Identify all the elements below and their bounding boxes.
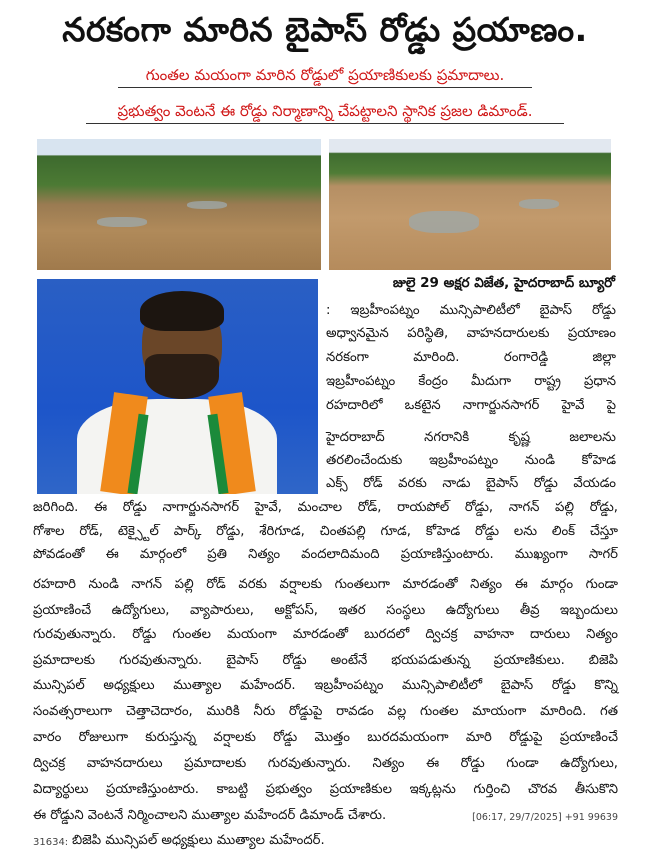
phone-number-tail: 31634: (33, 837, 69, 848)
puddle (409, 211, 479, 233)
subheading-2: ప్రభుత్వం వెంటనే ఈ రోడ్డు నిర్మాణాన్ని చేపట్టాలని స్థానిక ప్రజల డిమాండ్. (117, 102, 533, 120)
puddle (519, 199, 559, 209)
portrait-photo (37, 279, 318, 494)
body-line: ఎక్స్ రోడ్ వరకు నాడు బైపాస్ రోడ్డు వేయడం (326, 476, 616, 491)
body-line: ఇబ్రహీంపట్నం కేంద్రం మీదుగా రాష్ట్ర ప్రధాన (326, 374, 616, 389)
body-line: హైదరాబాద్ నగరానికి కృష్ణ జలాలను (326, 430, 616, 445)
body-line: విద్యార్థులు ప్రయాణిస్తుంటారు. కాబట్టి ప్రభుత్వం ప్రయాణికుల ఇక్కట్లను గుర్తించి చొరవ తీసుకొని (33, 782, 618, 797)
body-line: తరలించేందుకు ఇబ్రహీంపట్నం నుండి కోహెడ (326, 453, 616, 468)
body-line: సంవత్సరాలుగా చెత్తాచెదారం, మురికి నీరు రోడ్డుపై రావడం వల్ల గుంతల మాయంగా మారింది. గత (33, 704, 618, 719)
body-line: రహదారిలో ఒకటైన నాగార్జునసాగర్ హైవే పై (326, 398, 616, 413)
body-line: గోశాల రోడ్, టెక్స్టైల్ పార్క్ రోడ్డు, శేరిగూడ, చింతపల్లి గూడ, కోహెడ రోడ్డు లను లింక్ చేస్తూ (33, 524, 618, 539)
body-line: : ఇబ్రహీంపట్నం మున్సిపాలిటీలో బైపాస్ రోడ్డు (326, 303, 616, 318)
portrait-hair (140, 291, 224, 331)
body-line: ప్రమాదాలకు గురవుతున్నారు. బైపాస్ రోడ్డు అంటేనే భయపడుతున్న ప్రయాణికులు. బిజెపి (33, 653, 618, 668)
puddle (187, 201, 227, 209)
body-line: ద్విచక్ర వాహనదారులు ప్రమాదాలకు గురవుతున్నారు. నిత్యం ఈ రోడ్డు గుండా ఉద్యోగులు, (33, 756, 618, 771)
subheading-2-underline (86, 123, 564, 124)
body-line: అధ్వానమైన పరిస్థితి, వాహనదారులకు ప్రయాణం (326, 326, 616, 341)
body-line: జరిగింది. ఈ రోడ్డు నాగార్జునసాగర్ హైవే, మంచాల రోడ్, రాయపోల్ రోడ్డు, నాగన్ పల్లి రోడ్డు, (33, 500, 618, 515)
body-line: వారం రోజులుగా కురుస్తున్న వర్షాలకు రోడ్డు మొత్తం బురదమయంగా మారి రోడ్డుపై ప్రయాణించే (33, 730, 618, 745)
portrait-beard (145, 354, 219, 399)
body-line: నరకంగా మారింది. రంగారెడ్డి జిల్లా (326, 350, 616, 365)
body-line: మున్సిపల్ అధ్యక్షులు ముత్యాల మహేందర్. ఇబ్రహీంపట్నం మున్సిపాలిటీలో బైపాస్ రోడ్డు కొన్ని (33, 678, 618, 693)
subheading-1: గుంతల మయంగా మారిన రోడ్డులో ప్రయాణికులకు ప్రమాదాలు. (145, 66, 505, 84)
headline: నరకంగా మారిన బైపాస్ రోడ్డు ప్రయాణం. (62, 10, 588, 49)
body-line: పోవడంతో ఈ మార్గంలో ప్రతి నిత్యం వందలాదిమంది ప్రయాణిస్తుంటారు. ముఖ్యంగా సాగర్ (33, 547, 618, 562)
body-line: రహదారి నుండి నాగన్ పల్లి రోడ్ వరకు వర్షాలకు గుంతలుగా మారడంతో నిత్యం ఈ మార్గం గుండా (33, 577, 618, 592)
body-last-text: ఈ రోడ్డుని వెంటనే నిర్మించాలని ముత్యాల మహేందర్ డిమాండ్ చేశారు. (33, 808, 387, 823)
puddle (97, 217, 147, 227)
subheading-1-underline (118, 87, 532, 88)
body-line: గురవుతున్నారు. రోడ్డు గుంతల మయంగా మారడంతో బురదలో ద్విచక్ర వాహనా దారులు నిత్యం (33, 627, 618, 642)
portrait-caption: బిజెపి మున్సిపల్ అధ్యక్షులు ముత్యాల మహేందర్. (72, 833, 325, 848)
body-line: ప్రయాణించే ఉద్యోగులు, వ్యాపారులు, అక్టోపస్, ఇతర సంస్థలు ఉద్యోగులు తీవ్ర ఇబ్బందులు (33, 603, 618, 618)
road-photo-2 (329, 139, 611, 270)
dateline: జులై 29 అక్షర విజేత, హైదరాబాద్ బ్యూరో (392, 275, 615, 291)
road-photo-1 (37, 139, 321, 270)
body-line-last (33, 808, 618, 824)
message-source-stamp: [06:17, 29/7/2025] +91 99639 (472, 812, 618, 823)
